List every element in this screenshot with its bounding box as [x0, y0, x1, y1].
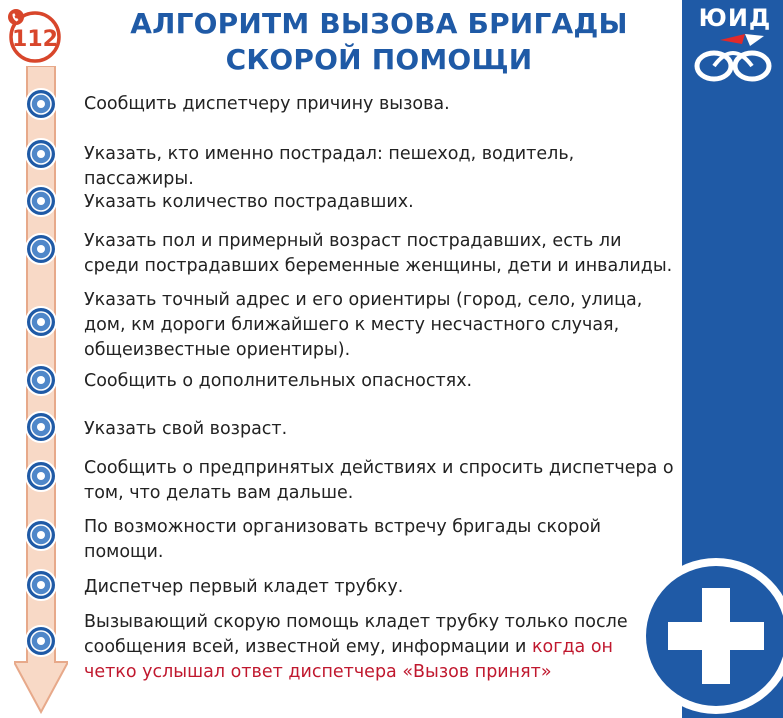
step-text-6: Сообщить о дополнительных опасностях. [84, 371, 473, 391]
step-marker-9 [24, 518, 58, 552]
step-text-9: По возможности организовать встречу бригады скорой помощи. [84, 517, 602, 562]
step-marker-3 [24, 184, 58, 218]
step-text-11 [84, 610, 644, 685]
step-text-10: Диспетчер первый кладет трубку. [84, 577, 404, 597]
step-text-11-highlight: когда он четко услышал ответ диспетчера «Вызов принят» [84, 637, 613, 682]
step-marker-5 [24, 305, 58, 339]
title-line-2: СКОРОЙ ПОМОЩИ [225, 43, 533, 76]
step-marker-6 [24, 363, 58, 397]
step-text-8: Сообщить о предпринятых действиях и спросить диспетчера о том, что делать вам дальше. [84, 458, 674, 503]
step-text-11-main: Вызывающий скорую помощь кладет трубку только после сообщения всей, известной ему, информации и [84, 612, 628, 657]
step-text-5: Указать точный адрес и его ориентиры (город, село, улица, дом, км дороги ближайшего к месту несчастного случая, общеизвестные ориентиры). [84, 290, 643, 360]
step-text-4: Указать пол и примерный возраст пострадавших, есть ли среди пострадавших беременные женщины, дети и инвалиды. [84, 231, 673, 276]
step-marker-1 [24, 87, 58, 121]
step-marker-7 [24, 410, 58, 444]
yuid-logo-text: ЮИД [698, 4, 772, 32]
page-title [80, 6, 678, 78]
yuid-logo [690, 4, 780, 88]
medical-cross-icon [636, 556, 783, 716]
step-marker-4 [24, 232, 58, 266]
step-text-1: Сообщить диспетчеру причину вызова. [84, 94, 450, 114]
step-text-7: Указать свой возраст. [84, 419, 288, 439]
step-text-3: Указать количество пострадавших. [84, 192, 414, 212]
step-text-2: Указать, кто именно пострадал: пешеход, водитель, пассажиры. [84, 144, 575, 189]
step-marker-2 [24, 137, 58, 171]
step-marker-10 [24, 568, 58, 602]
step-marker-11 [24, 624, 58, 658]
title-line-1: АЛГОРИТМ ВЫЗОВА БРИГАДЫ [130, 7, 628, 40]
badge-number: 112 [12, 27, 58, 52]
bicycle-icon [690, 30, 780, 86]
step-marker-8 [24, 459, 58, 493]
emergency-112-badge [5, 6, 63, 64]
